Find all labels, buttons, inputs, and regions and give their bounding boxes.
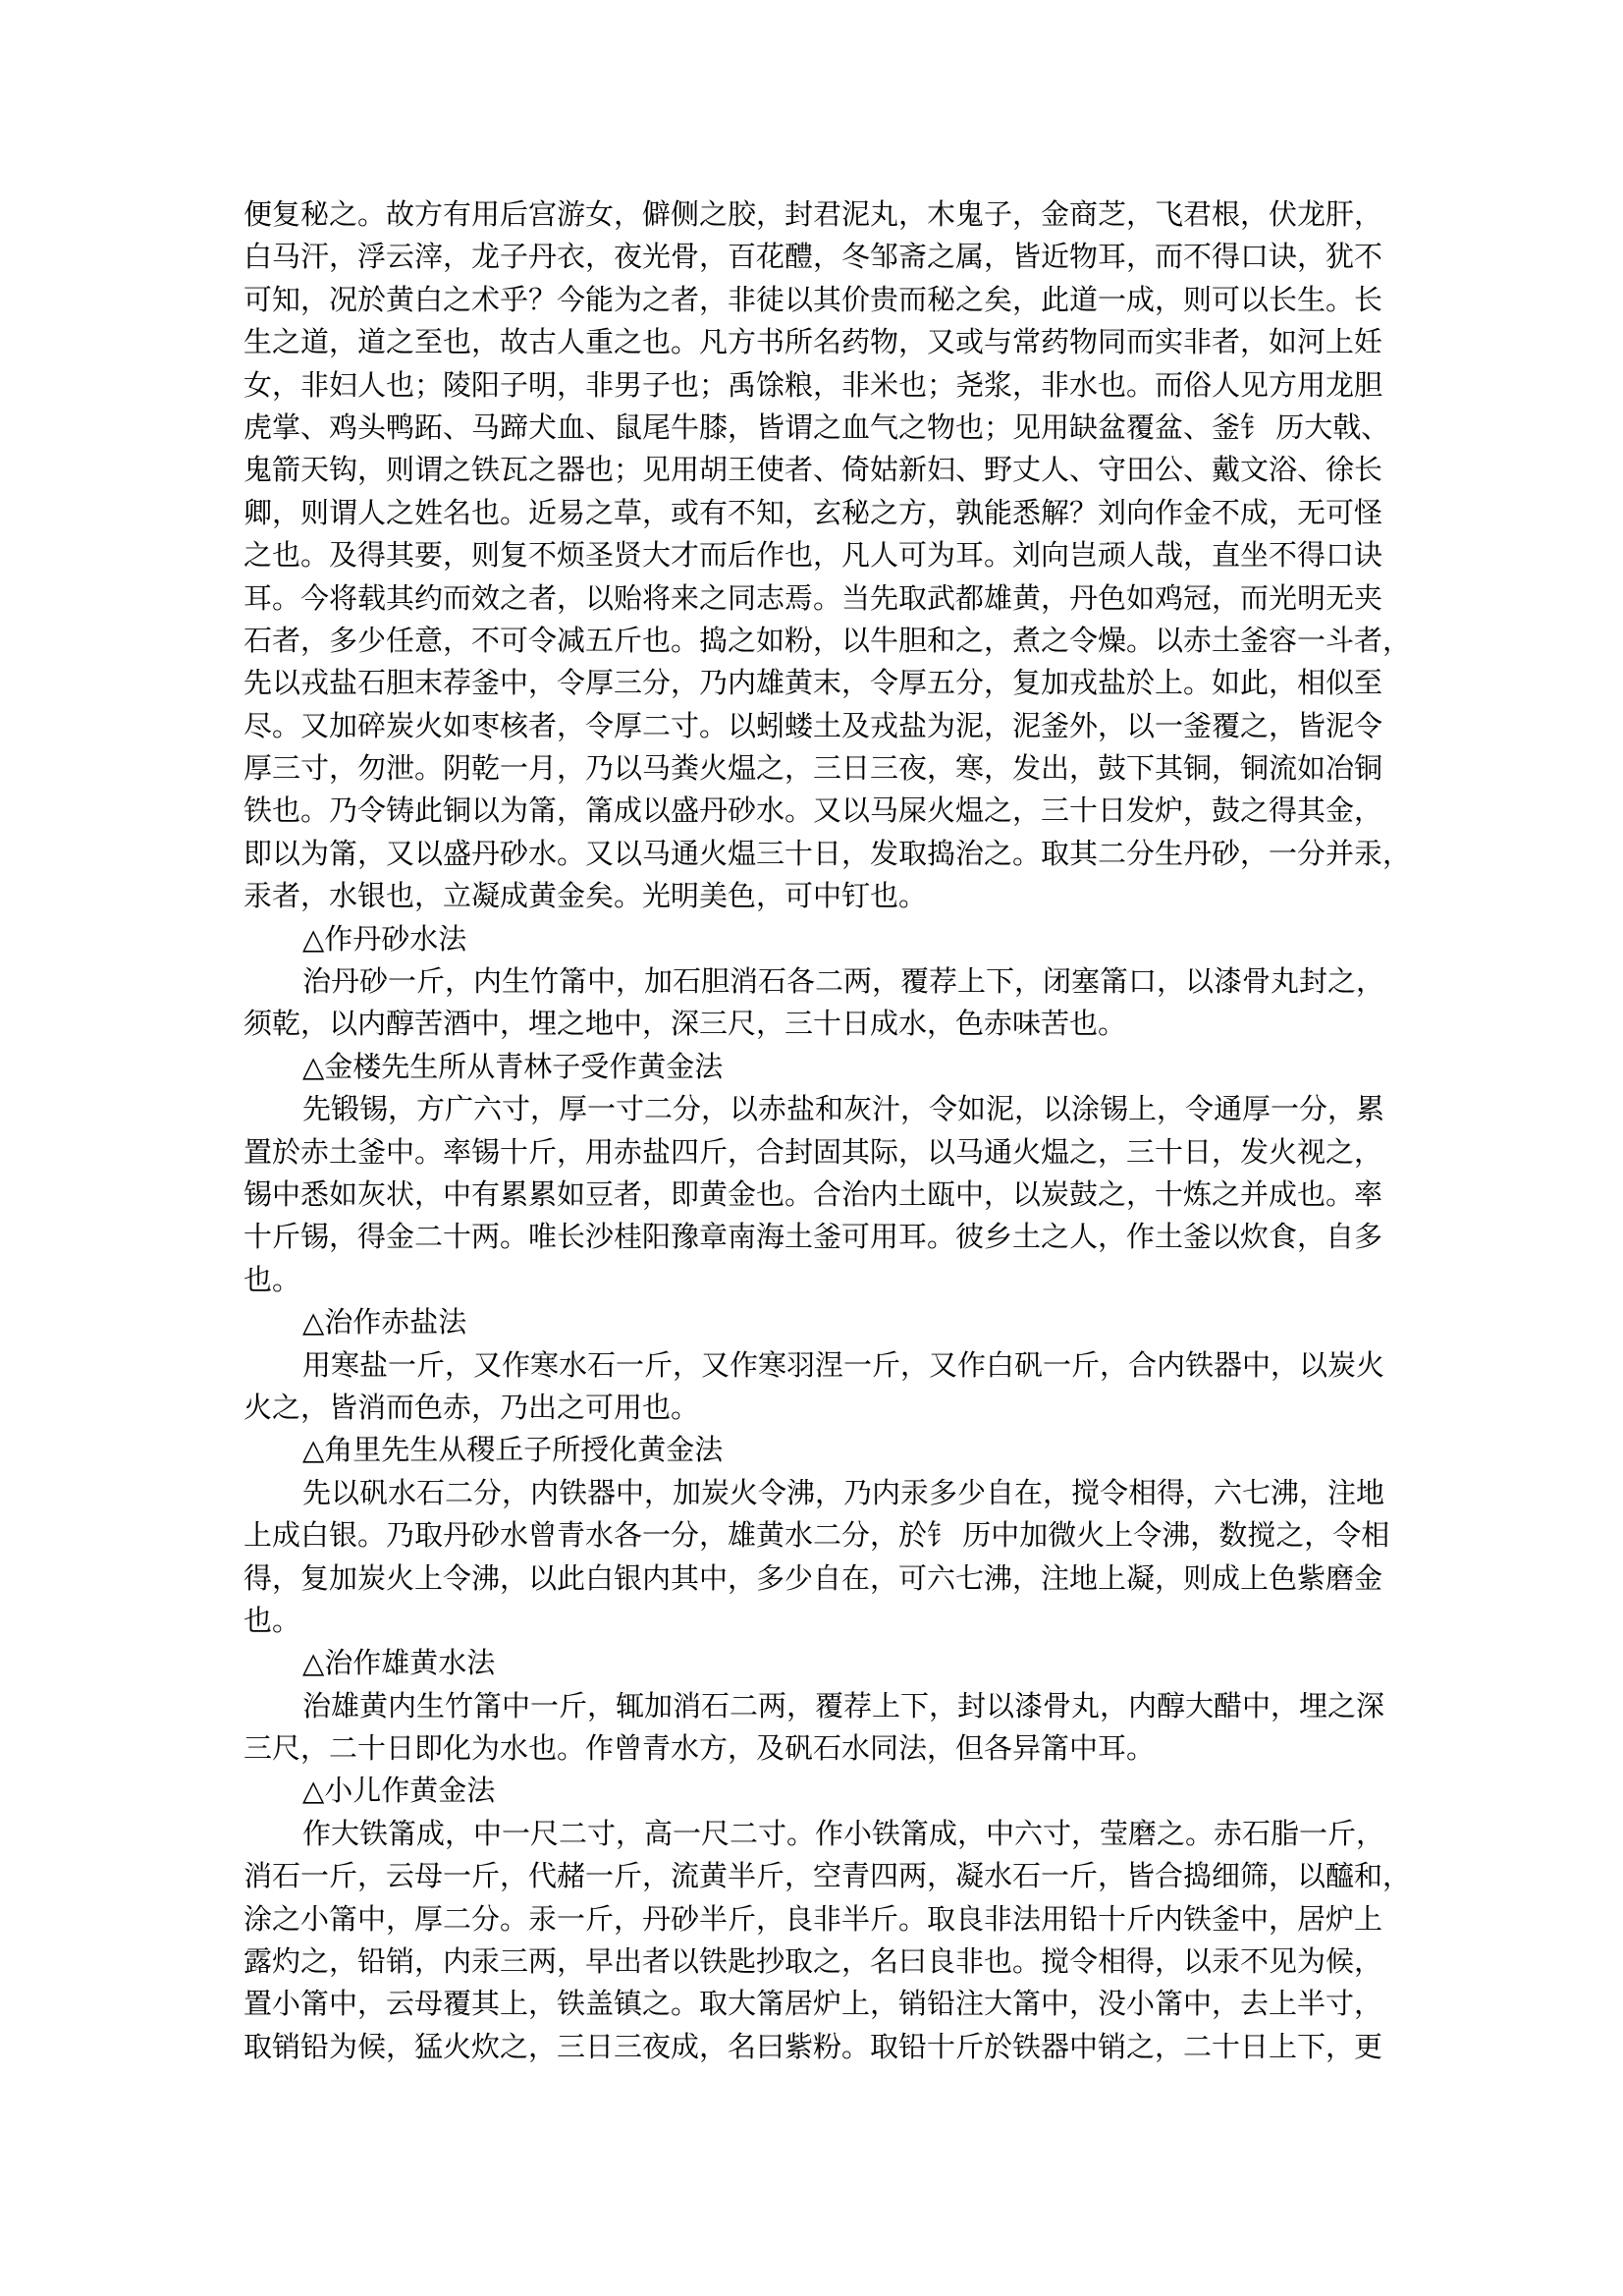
text-line: 鬼箭天钩，则谓之铁瓦之器也；见用胡王使者、倚姑新妇、野丈人、守田公、戴文浴、徐长 (243, 455, 1383, 487)
text-line: 虎掌、鸡头鸭跖、马蹄犬血、鼠尾牛膝，皆谓之血气之物也；见用缺盆覆盆、釜钅 历大戟、 (243, 411, 1390, 444)
text-line: 也。 (243, 1264, 301, 1296)
text-line: 露灼之，铅销，内汞三两，早出者以铁匙抄取之，名曰良非也。搅令相得，以汞不见为候， (243, 1946, 1383, 1979)
text-line: 须乾，以内醇苦酒中，埋之地中，深三尺，三十日成水，色赤味苦也。 (243, 1009, 1127, 1041)
text-line: 卿，则谓人之姓名也。近易之草，或有不知，玄秘之方，孰能悉解？刘向作金不成，无可怪 (243, 497, 1383, 529)
text-line: 先以戎盐石胆末荐釜中，令厚三分，乃内雄黄末，令厚五分，复加戎盐於上。如此，相似至 (243, 668, 1383, 700)
text-line: 可知，况於黄白之术乎？今能为之者，非徒以其价贵而秘之矣，此道一成，则可以长生。长 (243, 284, 1383, 316)
text-line: 先锻锡，方广六寸，厚一寸二分，以赤盐和灰汁，令如泥，以涂锡上，令通厚一分，累 (302, 1094, 1385, 1126)
text-line: △作丹砂水法 (302, 923, 467, 956)
text-line: 汞者，水银也，立凝成黄金矣。光明美色，可中钉也。 (243, 881, 928, 913)
text-line: 涂之小筩中，厚二分。汞一斤，丹砂半斤，良非半斤。取良非法用铅十斤内铁釜中，居炉上 (243, 1903, 1383, 1936)
text-line: 得，复加炭火上令沸，以此白银内其中，多少自在，可六七沸，注地上凝，则成上色紫磨金 (243, 1562, 1383, 1595)
text-line: 尽。又加碎炭火如枣核者，令厚二寸。以蚓蝼土及戎盐为泥，泥釜外，以一釜覆之，皆泥令 (243, 710, 1383, 742)
text-line: 厚三寸，勿泄。阴乾一月，乃以马粪火煴之，三日三夜，寒，发出，鼓下其铜，铜流如冶铜 (243, 753, 1383, 786)
text-line: △小儿作黄金法 (302, 1776, 496, 1808)
text-line: 消石一斤，云母一斤，代赭一斤，流黄半斤，空青四两，凝水石一斤，皆合捣细筛，以醯和， (243, 1861, 1412, 1893)
text-line: △金楼先生所从青林子受作黄金法 (302, 1051, 724, 1083)
text-line: 十斤锡，得金二十两。唯长沙桂阳豫章南海土釜可用耳。彼乡土之人，作土釜以炊食，自多 (243, 1222, 1383, 1254)
document-text-block (243, 194, 1412, 2069)
text-line: 便复秘之。故方有用后宫游女，僻侧之胶，封君泥丸，木鬼子，金商芝，飞君根，伏龙肝， (243, 199, 1383, 231)
text-line: 治雄黄内生竹筩中一斤，辄加消石二两，覆荐上下，封以漆骨丸，内醇大醋中，埋之深 (302, 1690, 1385, 1722)
text-line: 女，非妇人也；陵阳子明，非男子也；禹馀粮，非米也；尧浆，非水也。而俗人见方用龙胆 (243, 369, 1383, 402)
text-line: 上成白银。乃取丹砂水曾青水各一分，雄黄水二分，於钅 历中加微火上令沸，数搅之，令相 (243, 1520, 1390, 1553)
text-line: 先以矾水石二分，内铁器中，加炭火令沸，乃内汞多少自在，搅令相得，六七沸，注地 (302, 1477, 1385, 1509)
text-line: 铁也。乃令铸此铜以为筩，筩成以盛丹砂水。又以马屎火煴之，三十日发炉，鼓之得其金， (243, 795, 1383, 828)
text-line: 置於赤土釜中。率锡十斤，用赤盐四斤，合封固其际，以马通火煴之，三十日，发火视之， (243, 1136, 1383, 1169)
text-line: 之也。及得其要，则复不烦圣贤大才而后作也，凡人可为耳。刘向岂顽人哉，直坐不得口诀 (243, 540, 1383, 573)
text-line: 用寒盐一斤，又作寒水石一斤，又作寒羽涅一斤，又作白矾一斤，合内铁器中，以炭火 (302, 1349, 1385, 1382)
text-line: △角里先生从稷丘子所授化黄金法 (302, 1435, 724, 1467)
text-line: 三尺，二十日即化为水也。作曾青水方，及矾石水同法，但各异筩中耳。 (243, 1733, 1156, 1766)
text-line: △治作赤盐法 (302, 1307, 467, 1339)
text-line: 火之，皆消而色赤，乃出之可用也。 (243, 1392, 700, 1424)
text-line: 作大铁筩成，中一尺二寸，高一尺二寸。作小铁筩成，中六寸，莹磨之。赤石脂一斤， (302, 1818, 1385, 1850)
text-line: 石者，多少任意，不可令减五斤也。捣之如粉，以牛胆和之，煮之令燥。以赤土釜容一斗者， (243, 625, 1412, 657)
text-line: 耳。今将载其约而效之者，以贻将来之同志焉。当先取武都雄黄，丹色如鸡冠，而光明无夹 (243, 582, 1383, 615)
text-line: 治丹砂一斤，内生竹筩中，加石胆消石各二两，覆荐上下，闭塞筩口，以漆骨丸封之， (302, 966, 1385, 999)
text-line: 也。 (243, 1605, 301, 1637)
text-line: 生之道，道之至也，故古人重之也。凡方书所名药物，又或与常药物同而实非者，如河上妊 (243, 327, 1383, 359)
text-line: 取销铅为候，猛火炊之，三日三夜成，名曰紫粉。取铅十斤於铁器中销之，二十日上下，更 (243, 2031, 1383, 2063)
text-line: 锡中悉如灰状，中有累累如豆者，即黄金也。合治内土瓯中，以炭鼓之，十炼之并成也。率 (243, 1178, 1383, 1211)
text-line: 置小筩中，云母覆其上，铁盖镇之。取大筩居炉上，销铅注大筩中，没小筩中，去上半寸， (243, 1989, 1383, 2021)
text-line: △治作雄黄水法 (302, 1648, 496, 1680)
text-line: 白马汗，浮云滓，龙子丹衣，夜光骨，百花醴，冬邹斋之属，皆近物耳，而不得口诀，犹不 (243, 242, 1383, 274)
text-line: 即以为筩，又以盛丹砂水。又以马通火煴三十日，发取捣治之。取其二分生丹砂，一分并汞， (243, 838, 1412, 870)
